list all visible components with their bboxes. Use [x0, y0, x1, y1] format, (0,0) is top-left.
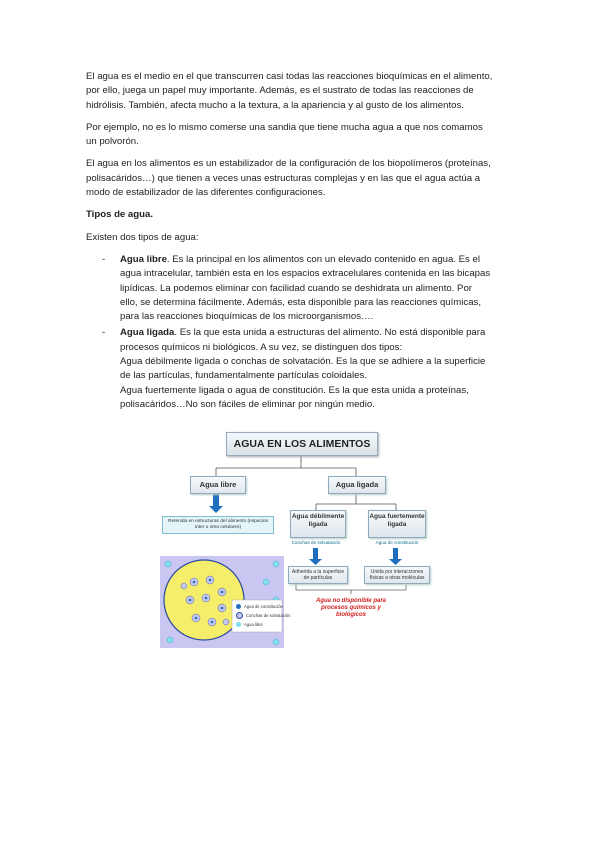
- bullet-dash: -: [102, 327, 106, 339]
- constitucion-label: Agua de constitución: [375, 540, 419, 545]
- agua-debil-box: Agua débilmente ligada: [290, 510, 346, 538]
- bullet-dash: -: [102, 253, 106, 265]
- water-diagram: [156, 432, 450, 654]
- list-item-agua-ligada: - Agua ligada. Es la que esta unida a estructuras del alimento. No está disponible para procesos químicos ni biológicos. A su vez, se distinguen dos tipos: Agua débilmente ligada o conchas de solvatación. Es la que se adhiere a la superficie de las partículas, fundamentalmente partículas coloidales. Agua fuertemente ligada o agua de constitución. Es la que esta unida a proteínas, polisacáridos…No son fáciles de eliminar por ningún medio.: [102, 327, 486, 410]
- agua-debil-desc: Adherida a la superficie de partículas: [288, 566, 348, 584]
- intro-paragraph-2: Por ejemplo, no es lo mismo comerse una sandia que tiene mucha agua a que nos comamos un polvorón.: [86, 121, 483, 148]
- dot-icon: [236, 622, 241, 627]
- agua-libre-desc: Retenida en estructuras del alimento (espacios inter o intra celulares): [162, 516, 274, 534]
- dot-icon: [236, 612, 243, 619]
- document-body: [86, 70, 516, 414]
- list-item-agua-libre: - Agua libre. Es la principal en los alimentos con un elevado contenido en agua. Es el agua intracelular, también esta en los espacios extracelulares contenida en las bicapas lipídicas. La podemos eliminar con facilidad cuando se deshidrata un alimento. Por ello, se determina fácilmente. Además, esta disponible para las reacciones químicas, para las reacciones bioquímicas de los microorganismos….: [102, 253, 491, 323]
- types-list: [86, 253, 516, 412]
- agua-fuerte-desc: Unida por interacciones físicas a otras moléculas: [364, 566, 430, 584]
- no-disponible-note: Agua no disponible para procesos químicos y biológicos: [315, 598, 386, 618]
- legend-item-libre: Agua libre: [236, 620, 290, 629]
- legend-item-constitucion: Agua de constitución: [236, 602, 290, 611]
- diagram-legend: [236, 602, 290, 629]
- intro-paragraph-1: El agua es el medio en el que transcurren casi todas las reacciones bioquímicas en el alimento, por ello, juega un papel muy importante. Además, es el sustrato de todas las reacciones de hidrólisis. También, afecta mucho a la textura, a la apariencia y al gusto de los alimentos.: [86, 71, 493, 111]
- dot-icon: [236, 604, 241, 609]
- agua-libre-box: Agua libre: [190, 476, 246, 494]
- diagram-title: AGUA EN LOS ALIMENTOS: [226, 432, 378, 456]
- intro-paragraph-3: El agua en los alimentos es un estabilizador de la configuración de los biopolímeros (proteínas, polisacáridos…) que tienen a veces unas estructuras complejas y en las que el agua actúa a modo de estabilizador de las diferentes configuraciones.: [86, 158, 491, 199]
- agua-ligada-box: Agua ligada: [328, 476, 386, 494]
- types-intro: Existen dos tipos de agua:: [86, 231, 199, 243]
- agua-fuerte-box: Agua fuertemente ligada: [368, 510, 426, 538]
- term-agua-ligada: Agua ligada: [120, 327, 175, 339]
- conchas-label: Conchas de solvatación: [291, 540, 341, 545]
- section-heading: Tipos de agua.: [86, 209, 153, 221]
- legend-item-conchas: Conchas de solvatación: [236, 611, 290, 620]
- term-agua-libre: Agua libre: [120, 253, 167, 265]
